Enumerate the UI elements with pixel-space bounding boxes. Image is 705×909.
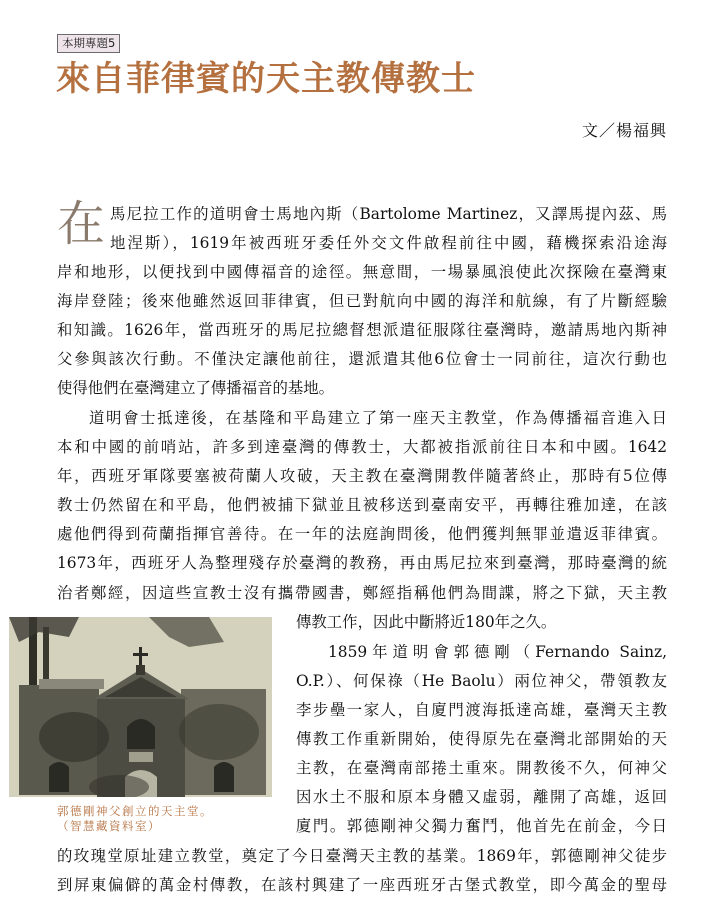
- body-line: 1859年道明會郭德剛（Fernando Sainz,: [328, 643, 667, 661]
- body-line: 道明會士抵達後，在基隆和平島建立了第一座天主教堂，作為傳播福音進入日: [89, 409, 667, 427]
- photo-caption: [57, 804, 213, 834]
- body-line: 馬尼拉工作的道明會士馬地內斯（Bartolome Martinez，又譯馬提內茲、馬: [110, 205, 667, 223]
- body-line: 到屏東偏僻的萬金村傳教，在該村興建了一座西班牙古堡式教堂，即今萬金的聖母: [57, 876, 667, 894]
- caption-credit: （智慧藏資料室）: [57, 819, 161, 833]
- body-line: 使得他們在臺灣建立了傳播福音的基地。: [57, 379, 335, 397]
- body-line: 岸和地形，以便找到中國傳福音的途徑。無意間，一場暴風浪使此次探險在臺灣東: [57, 263, 667, 281]
- body-line: 年，西班牙軍隊要塞被荷蘭人攻破，天主教在臺灣開教伴隨著終止，那時有5位傳: [57, 467, 667, 485]
- body-line: 處他們得到荷蘭指揮官善待。在一年的法庭詢問後，他們獲判無罪並遣返菲律賓。: [57, 525, 667, 543]
- body-line: 廈門。郭德剛神父獨力奮鬥，他首先在前金，今日: [296, 817, 667, 835]
- church-photo: [9, 617, 272, 797]
- body-line: 李步壘一家人，自廈門渡海抵達高雄，臺灣天主教: [296, 701, 667, 719]
- body-line: 因水土不服和原本身體又虛弱，離開了高雄，返回: [296, 788, 667, 806]
- topic-tag: 本期專題5: [57, 34, 120, 53]
- body-line: 1673年，西班牙人為整理殘存於臺灣的教務，再由馬尼拉來到臺灣，那時臺灣的統: [57, 554, 667, 572]
- caption-title: 郭德剛神父創立的天主堂。: [57, 804, 213, 818]
- body-line: O.P.）、何保祿（He Baolu）兩位神父，帶領教友: [296, 672, 667, 690]
- body-line: 父參與該次行動。不僅決定讓他前往，還派遣其他6位會士一同前往，這次行動也: [57, 350, 667, 368]
- church-illustration-icon: [9, 617, 272, 797]
- drop-cap: 在: [57, 196, 106, 252]
- body-line: 海岸登陸；後來他雖然返回菲律賓，但已對航向中國的海洋和航線，有了片斷經驗: [57, 292, 667, 310]
- body-line: 地涅斯），1619年被西班牙委任外交文件啟程前往中國，藉機探索沿途海: [110, 234, 667, 252]
- body-line: 教士仍然留在和平島，他們被捕下獄並且被移送到臺南安平，再轉往雅加達，在該: [57, 496, 667, 514]
- body-line: 本和中國的前哨站，許多到達臺灣的傳教士，大都被指派前往日本和中國。1642: [57, 438, 667, 456]
- body-line: 的玫瑰堂原址建立教堂，奠定了今日臺灣天主教的基業。1869年，郭德剛神父徒步: [57, 847, 667, 865]
- body-line: 傳教工作重新開始，使得原先在臺灣北部開始的天: [296, 730, 667, 748]
- article-title: 來自菲律賓的天主教傳教士: [56, 59, 476, 99]
- body-line: 傳教工作，因此中斷將近180年之久。: [296, 613, 557, 631]
- body-line: 治者鄭經，因這些宣教士沒有攜帶國書，鄭經指稱他們為間諜，將之下獄，天主教: [57, 584, 667, 602]
- body-line: 主教，在臺灣南部捲土重來。開教後不久，何神父: [296, 759, 667, 777]
- body-line: 和知識。1626年，當西班牙的馬尼拉總督想派遣征服隊往臺灣時，邀請馬地內斯神: [57, 321, 667, 339]
- byline: 文／楊福興: [581, 121, 667, 140]
